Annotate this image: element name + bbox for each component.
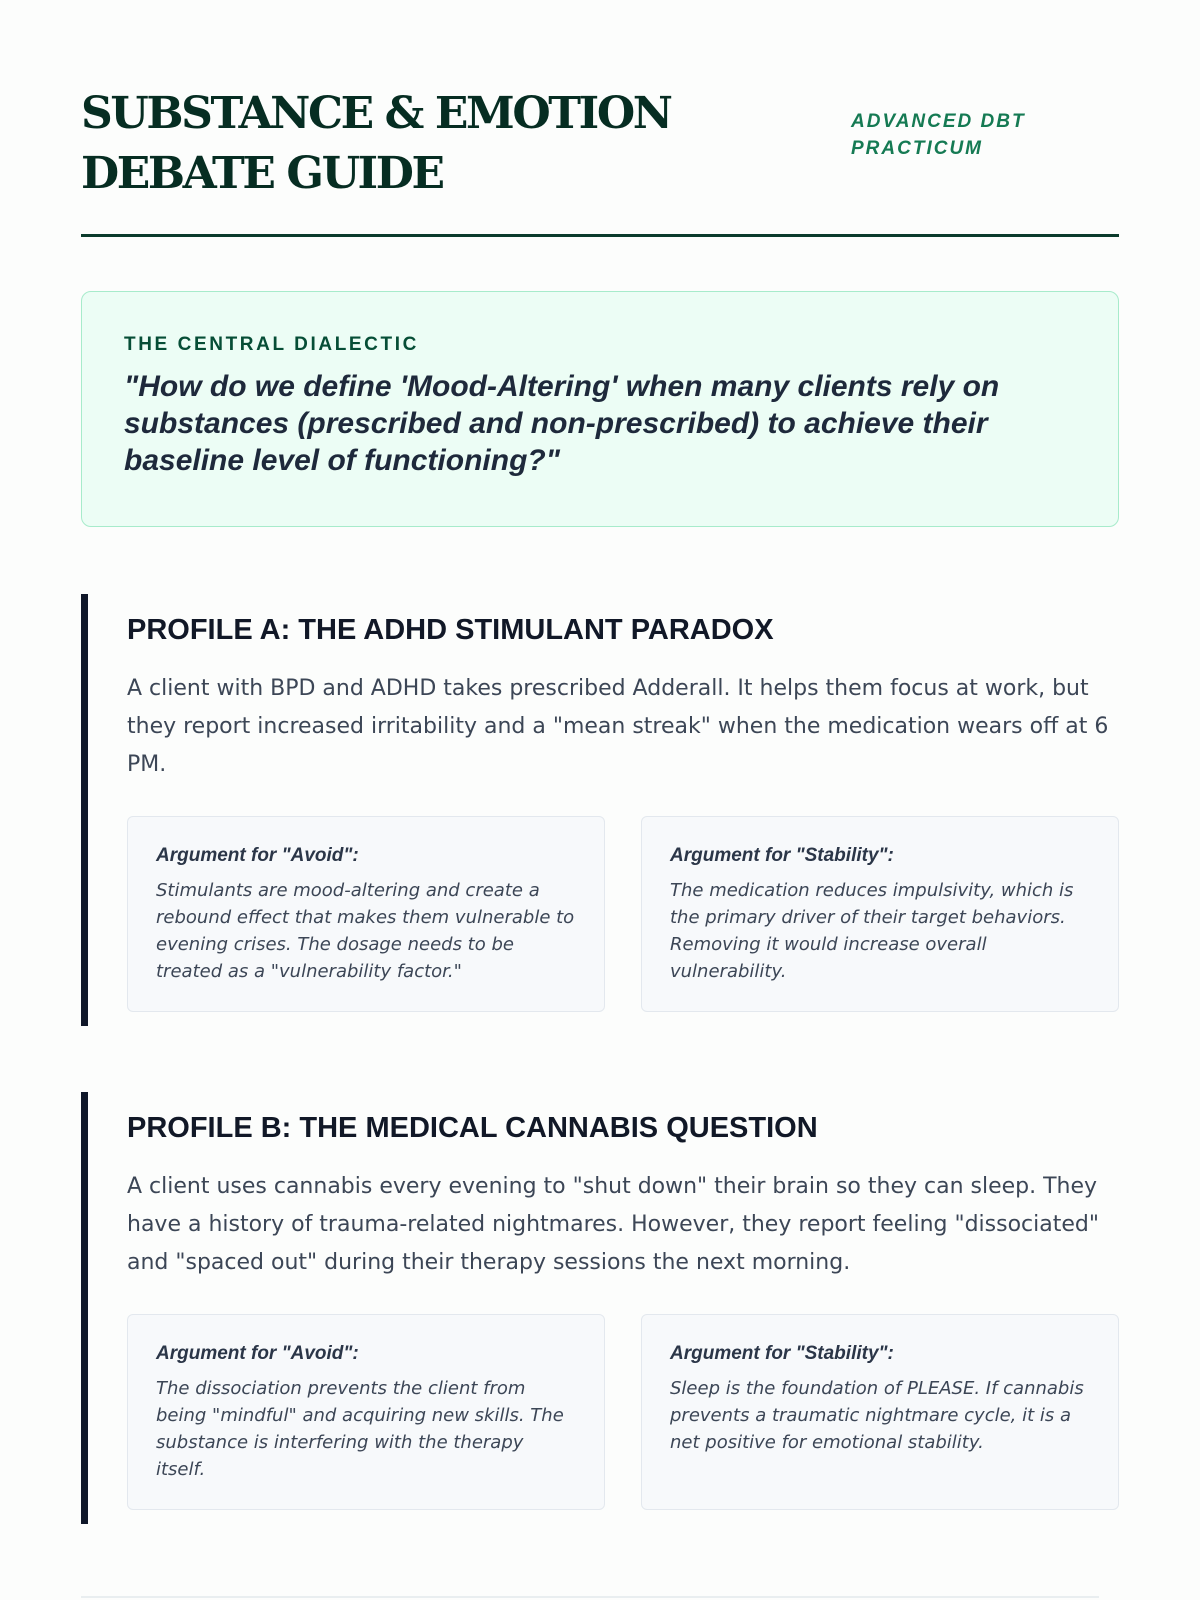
- dialectic-quote: "How do we define 'Mood-Altering' when many clients rely on substances (prescribed and non-prescribed) to achieve their baseline level of functioning?": [124, 370, 1000, 477]
- central-dialectic-box: [81, 291, 1119, 527]
- profile-b-description: A client uses cannabis every evening to "shut down" their brain so they can sleep. They have a history of trauma-related nightmares. However, they report feeling "dissociated" and "spaced out" during their therapy sessions the next morning.: [127, 1174, 1099, 1275]
- profile-a-description: A client with BPD and ADHD takes prescribed Adderall. It helps them focus at work, but they report increased irritability and a "mean streak" when the medication wears off at 6 PM.: [127, 676, 1109, 777]
- profile-a-arguments: [127, 816, 1119, 1012]
- page-subtitle: ADVANCED DBT PRACTICUM: [851, 111, 1026, 159]
- profile-b-section: [81, 1092, 1119, 1524]
- profile-a-title: PROFILE A: THE ADHD STIMULANT PARADOX: [127, 614, 774, 646]
- stability-argument-label: Argument for "Stability":: [670, 845, 894, 866]
- avoid-argument-text: Stimulants are mood-altering and create a rebound effect that makes them vulnerable to evening crises. The dosage needs to be treated as a "vulnerability factor.": [156, 880, 575, 982]
- avoid-argument-label: Argument for "Avoid":: [156, 1343, 359, 1364]
- profile-b-stability-card: [641, 1314, 1119, 1510]
- avoid-argument-text: The dissociation prevents the client from being "mindful" and acquiring new skills. The substance is interfering with the therapy itself.: [156, 1378, 564, 1480]
- profile-b-title: PROFILE B: THE MEDICAL CANNABIS QUESTION: [127, 1112, 818, 1144]
- profile-a-section: [81, 594, 1119, 1026]
- page-title: SUBSTANCE & EMOTION DEBATE GUIDE: [81, 88, 671, 199]
- profile-b-arguments: [127, 1314, 1119, 1510]
- profile-b-avoid-card: [127, 1314, 605, 1510]
- avoid-argument-label: Argument for "Avoid":: [156, 845, 359, 866]
- profile-a-stability-card: [641, 816, 1119, 1012]
- dialectic-label: THE CENTRAL DIALECTIC: [124, 334, 419, 355]
- stability-argument-text: Sleep is the foundation of PLEASE. If cannabis prevents a traumatic nightmare cycle, it is a net positive for emotional stability.: [670, 1378, 1084, 1453]
- stability-argument-label: Argument for "Stability":: [670, 1343, 894, 1364]
- profile-a-avoid-card: [127, 816, 605, 1012]
- bottom-divider: [81, 1596, 1099, 1598]
- stability-argument-text: The medication reduces impulsivity, which is the primary driver of their target behaviors. Removing it would increase overall vulnerability.: [670, 880, 1074, 982]
- page-header: [81, 84, 1119, 237]
